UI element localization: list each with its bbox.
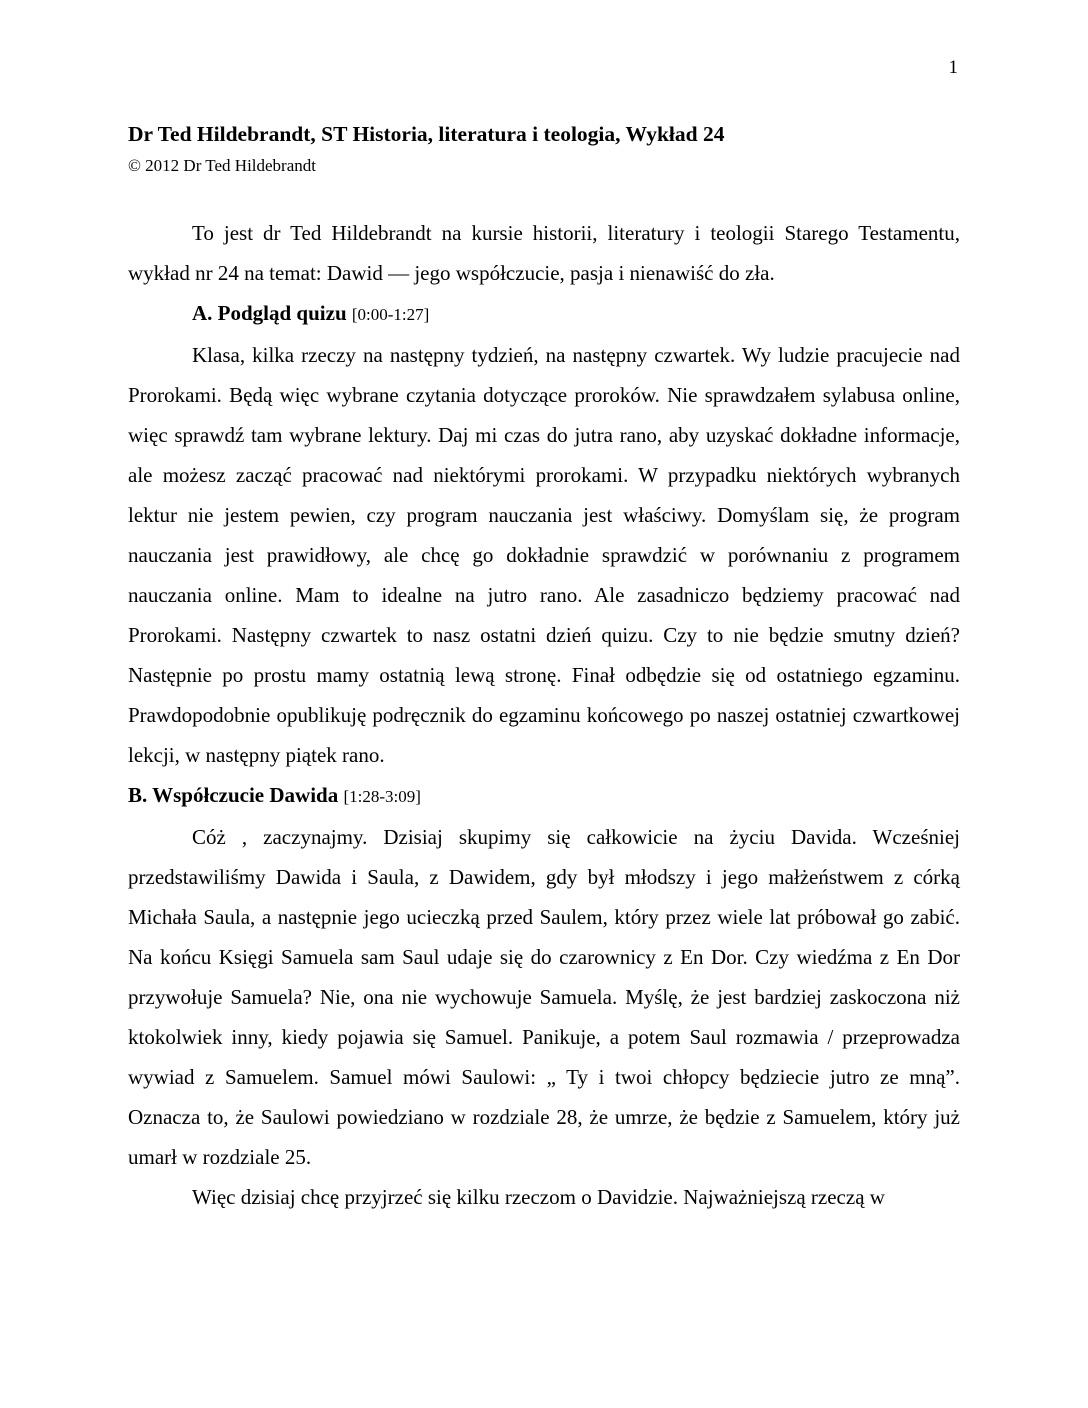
intro-paragraph: To jest dr Ted Hildebrandt na kursie historii, literatury i teologii Starego Testamentu, wykład nr 24 na temat: Dawid — jego współczucie, pasja i nienawiść do zła. xyxy=(128,221,960,286)
section-a-heading-label: A. Podgląd quizu xyxy=(192,301,347,326)
section-b-time-marker: [1:28-3:09] xyxy=(343,787,421,807)
section-b-paragraph: Cóż , zaczynajmy. Dzisiaj skupimy się całkowicie na życiu Davida. Wcześniej przedstawiliśmy Dawida i Saula, z Dawidem, gdy był młodszy i jego małżeństwem z córką Michała Saula, a następnie jego ucieczką przed Saulem, który przez wiele lat próbował go zabić. Na końcu Księgi Samuela sam Saul udaje się do czarownicy z En Dor. Czy wiedźma z En Dor przywołuje Samuela? Nie, ona nie wychowuje Samuela. Myślę, że jest bardziej zaskoczona niż ktokolwiek inny, kiedy pojawia się Samuel. Panikuje, a potem Saul rozmawia / przeprowadza wywiad z Samuelem. Samuel mówi Saulowi: „ Ty i twoi chłopcy będziecie jutro ze mną”. Oznacza to, że Saulowi powiedziano w rozdziale 28, że umrze, że będzie z Samuelem, który już umarł w rozdziale 25. xyxy=(128,825,960,1170)
section-a-time-marker: [0:00-1:27] xyxy=(351,305,430,325)
page-number: 1 xyxy=(948,57,958,78)
document-body xyxy=(128,213,960,1217)
copyright-line: © 2012 Dr Ted Hildebrandt xyxy=(128,156,316,176)
document-title: Dr Ted Hildebrandt, ST Historia, literatura i teologia, Wykład 24 xyxy=(128,122,725,146)
closing-paragraph: Więc dzisiaj chcę przyjrzeć się kilku rzeczom o Davidzie. Najważniejszą rzeczą w xyxy=(192,1185,885,1210)
section-a-paragraph: Klasa, kilka rzeczy na następny tydzień, na następny czwartek. Wy ludzie pracujecie nad Prorokami. Będą więc wybrane czytania dotyczące proroków. Nie sprawdzałem sylabusa online, więc sprawdź tam wybrane lektury. Daj mi czas do jutra rano, aby uzyskać dokładne informacje, ale możesz zacząć pracować nad niektórymi prorokami. W przypadku niektórych wybranych lektur nie jestem pewien, czy program nauczania jest właściwy. Domyślam się, że program nauczania jest prawidłowy, ale chcę go dokładnie sprawdzić w porównaniu z programem nauczania online. Mam to idealne na jutro rano. Ale zasadniczo będziemy pracować nad Prorokami. Następny czwartek to nasz ostatni dzień quizu. Czy to nie będzie smutny dzień? Następnie po prostu mamy ostatnią lewą stronę. Finał odbędzie się od ostatniego egzaminu. Prawdopodobnie opublikuję podręcznik do egzaminu końcowego po naszej ostatniej czwartkowej lekcji, w następny piątek rano. xyxy=(128,343,960,768)
section-b-heading-label: B. Współczucie Dawida xyxy=(128,783,339,808)
section-b-heading xyxy=(128,775,960,817)
section-a-heading xyxy=(128,293,960,335)
